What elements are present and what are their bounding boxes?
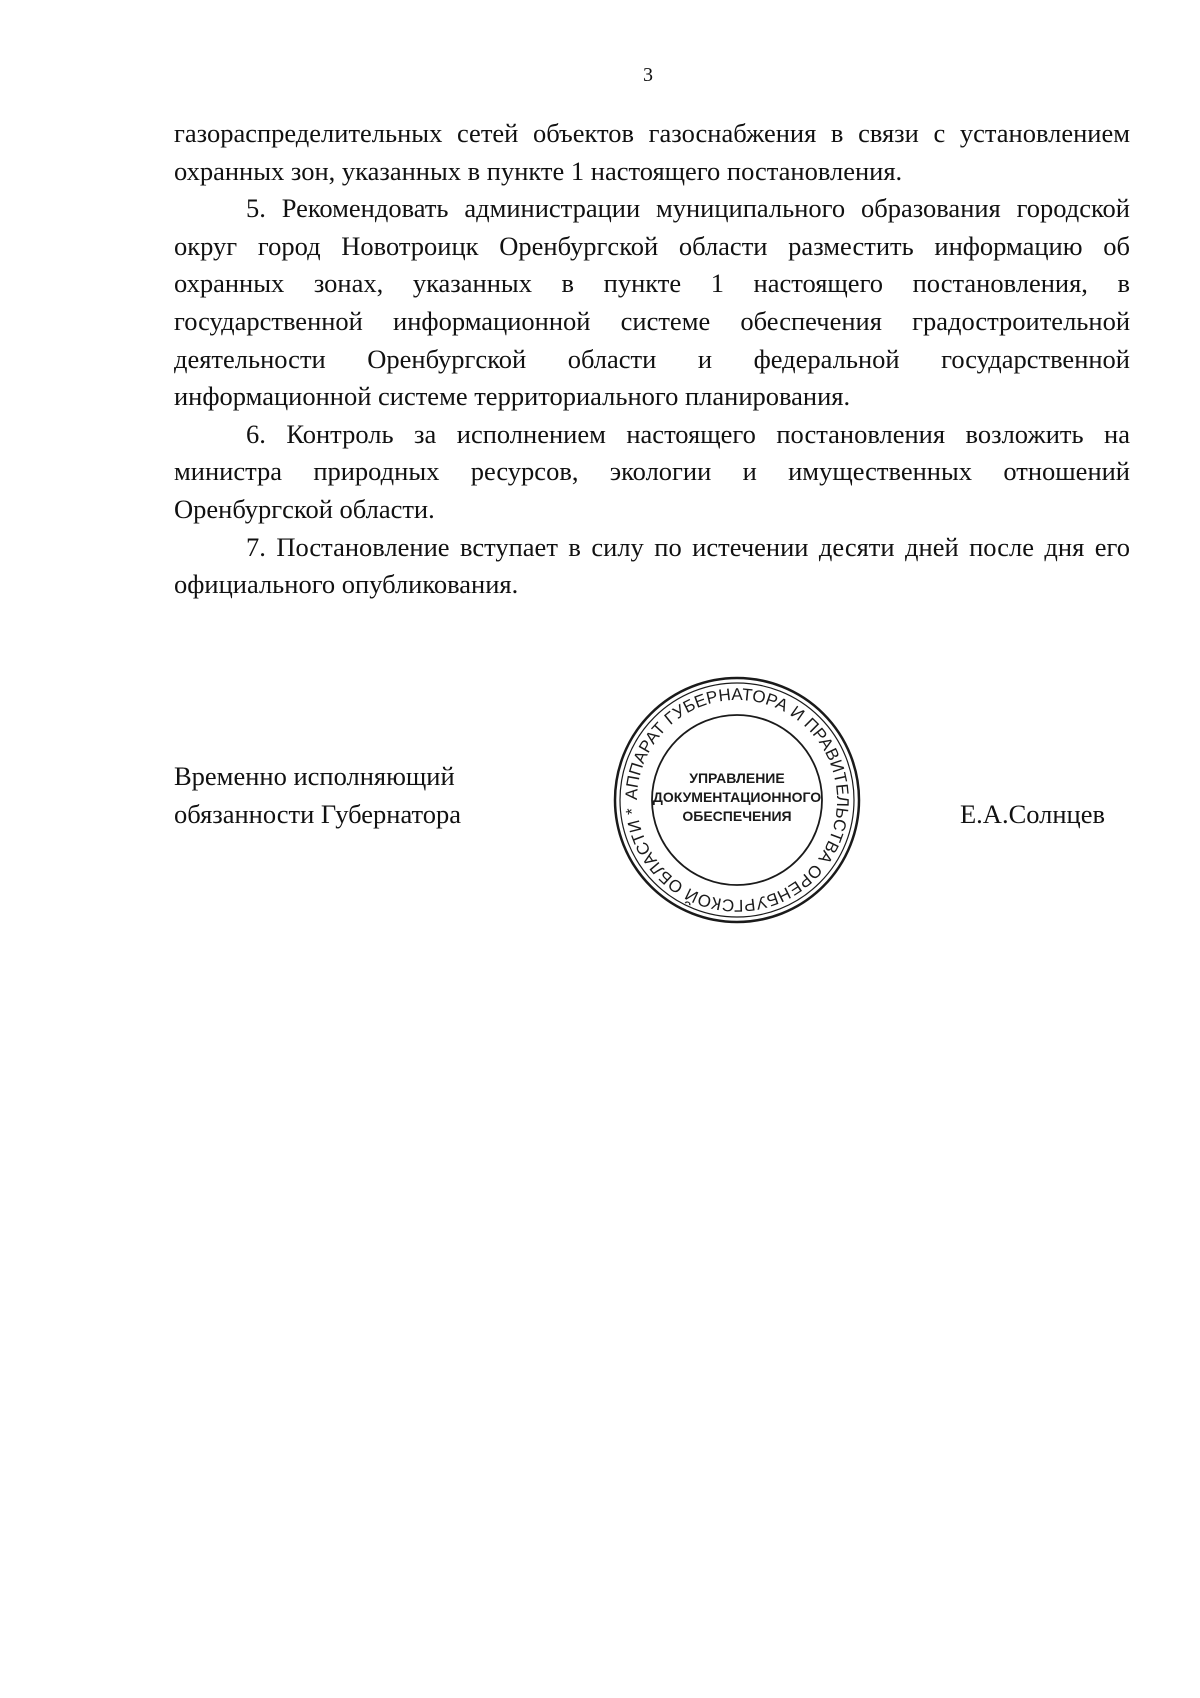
paragraph-item-7: 7. Постановление вступает в силу по истечении десяти дней после дня его официального опубликования. — [174, 531, 1130, 600]
paragraph-item-5: 5. Рекомендовать администрации муниципального образования городской округ город Новотроицк Оренбургской области разместить информацию об охранных зонах, указанных в пункте 1 настоящего постановления, в государственной информационной системе обеспечения градостроительной деятельности Оренбургской области и федеральной государственной информационной системе территориального планирования. — [174, 193, 1130, 412]
official-seal — [612, 675, 862, 925]
signatory-title-line-2: обязанности Губернатора — [174, 798, 462, 829]
signatory-name: Е.А.Солнцев — [960, 799, 1106, 829]
seal-center-line-3: ОБЕСПЕЧЕНИЯ — [682, 808, 792, 824]
page-number: 3 — [643, 64, 653, 86]
signatory-title-line-1: Временно исполняющий — [174, 761, 455, 791]
document-body — [174, 115, 1130, 604]
signatory-title — [174, 758, 461, 833]
paragraph-item-6: 6. Контроль за исполнением настоящего постановления возложить на министра природных ресурсов, экологии и имущественных отношений Оренбургской области. — [174, 418, 1130, 524]
paragraph-continuation: газораспределительных сетей объектов газоснабжения в связи с установлением охранных зон, указанных в пункте 1 настоящего постановления. — [174, 118, 1130, 186]
seal-graphic — [612, 675, 862, 925]
seal-center-line-1: УПРАВЛЕНИЕ — [689, 770, 785, 786]
seal-center-line-2: ДОКУМЕНТАЦИОННОГО — [652, 789, 822, 805]
seal-ring-text: АППАРАТ ГУБЕРНАТОРА И ПРАВИТЕЛЬСТВА ОРЕНБУРГСКОЙ ОБЛАСТИ * — [621, 684, 853, 916]
